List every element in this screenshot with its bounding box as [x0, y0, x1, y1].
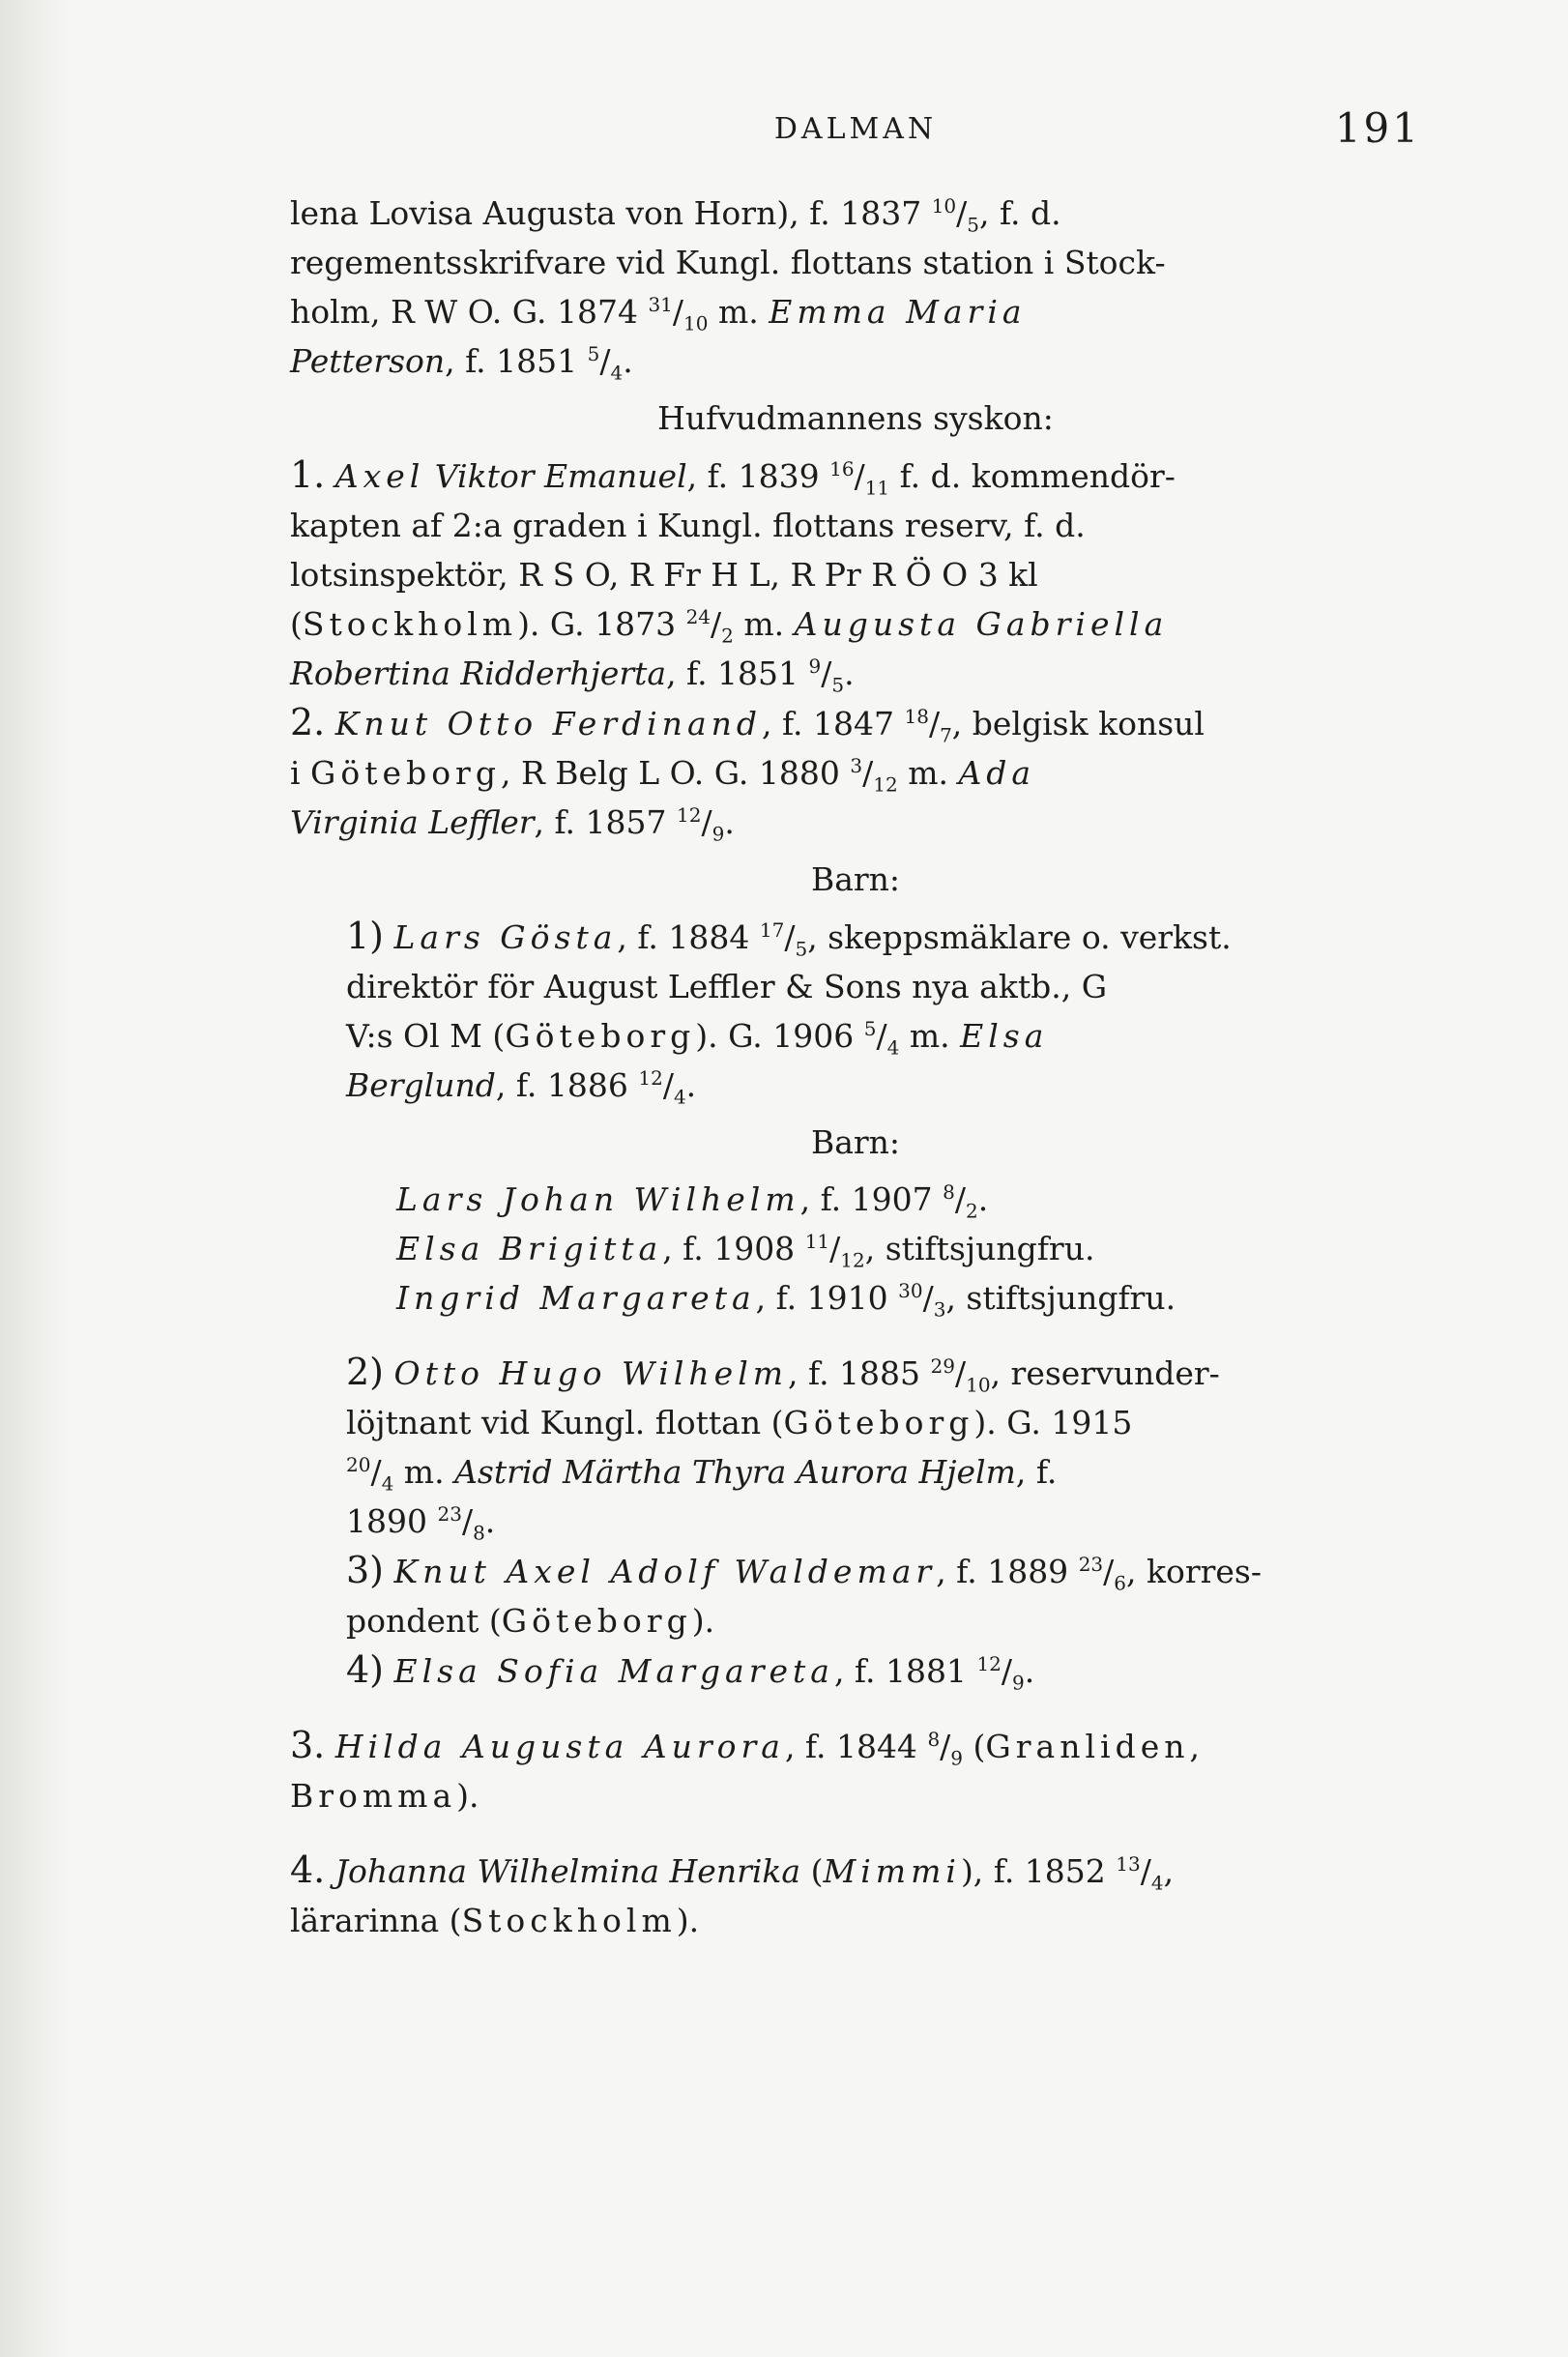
siblings-heading: Hufvudmannens syskon:	[657, 399, 1054, 437]
intro-line-4: Petterson, f. 1851 $^5/_4$.	[290, 342, 633, 385]
child-entry-1: 1) Lars Gösta, f. 1884 $^{17}/_5$, skeppsmäklare o. verkst. direktör för August Leffler & Sons nya aktb., G V:s Ol M (Göteborg). G. 1906 $^5/_4$ m. Elsa Berglund, f. 1886 $^{12}/_4$.	[346, 915, 1232, 1109]
intro-paragraph	[290, 189, 1421, 386]
intro-line-3: holm, R W O. G. 1874 $^{31}/_{10}$ m. Emma Maria	[290, 293, 1027, 335]
child-entry-2: 2) Otto Hugo Wilhelm, f. 1885 $^{29}/_{10}$, reservunder- löjtnant vid Kungl. flottan (Göteborg). G. 1915 $^{20}/_4$ m. Astrid Märtha Thyra Aurora Hjelm, f. 1890 $^{23}/_8$.	[346, 1351, 1220, 1545]
intro-line-2: regementsskrifvare vid Kungl. flottans station i Stock-	[290, 244, 1166, 281]
page-body	[290, 189, 1421, 1945]
barn-heading-1: Barn:	[810, 860, 901, 898]
page-number: 191	[1334, 104, 1421, 152]
grandchild-entry: Ingrid Margareta, f. 1910 $^{30}/_3$, stiftsjungfru.	[396, 1279, 1176, 1322]
grandchild-entry: Lars Johan Wilhelm, f. 1907 $^8/_2$.	[396, 1180, 989, 1223]
sibling-entry-1: 1. Axel Viktor Emanuel, f. 1839 $^{16}/_{11}$ f. d. kommendör- kapten af 2:a graden i Kungl. flottans reserv, f. d. lotsinspektör, R S O, R Fr H L, R Pr R Ö O 3 kl (Stockholm). G. 1873 $^{24}/_2$ m. Augusta Gabriella Robertina Ridderhjerta, f. 1851 $^9/_5$.	[290, 453, 1176, 697]
child-entry-3: 3) Knut Axel Adolf Waldemar, f. 1889 $^{23}/_6$, korres- pondent (Göteborg).	[346, 1549, 1263, 1640]
page-header	[290, 104, 1421, 153]
sibling-entry-4: 4. Johanna Wilhelmina Henrika (Mimmi), f. 1852 $^{13}/_4$, lärarinna (Stockholm).	[290, 1848, 1175, 1939]
intro-line-1: lena Lovisa Augusta von Horn), f. 1837 $^{10}/_5$, f. d.	[290, 194, 1061, 237]
grandchildren-list	[290, 1175, 1421, 1323]
running-head: DALMAN	[773, 112, 938, 146]
barn-heading-2: Barn:	[810, 1123, 901, 1161]
page-gutter-shadow	[0, 0, 68, 2357]
child-entry-4: 4) Elsa Sofia Margareta, f. 1881 $^{12}/_9$.	[346, 1648, 1035, 1695]
grandchild-entry: Elsa Brigitta, f. 1908 $^{11}/_{12}$, stiftsjungfru.	[396, 1230, 1095, 1272]
sibling-entry-2: 2. Knut Otto Ferdinand, f. 1847 $^{18}/_7$, belgisk konsul i Göteborg, R Belg L O. G. 1880 $^3/_{12}$ m. Ada Virginia Leffler, f. 1857 $^{12}/_9$.	[290, 701, 1205, 846]
sibling-entry-3: 3. Hilda Augusta Aurora, f. 1844 $^8/_9$ (Granliden, Bromma).	[290, 1724, 1200, 1815]
